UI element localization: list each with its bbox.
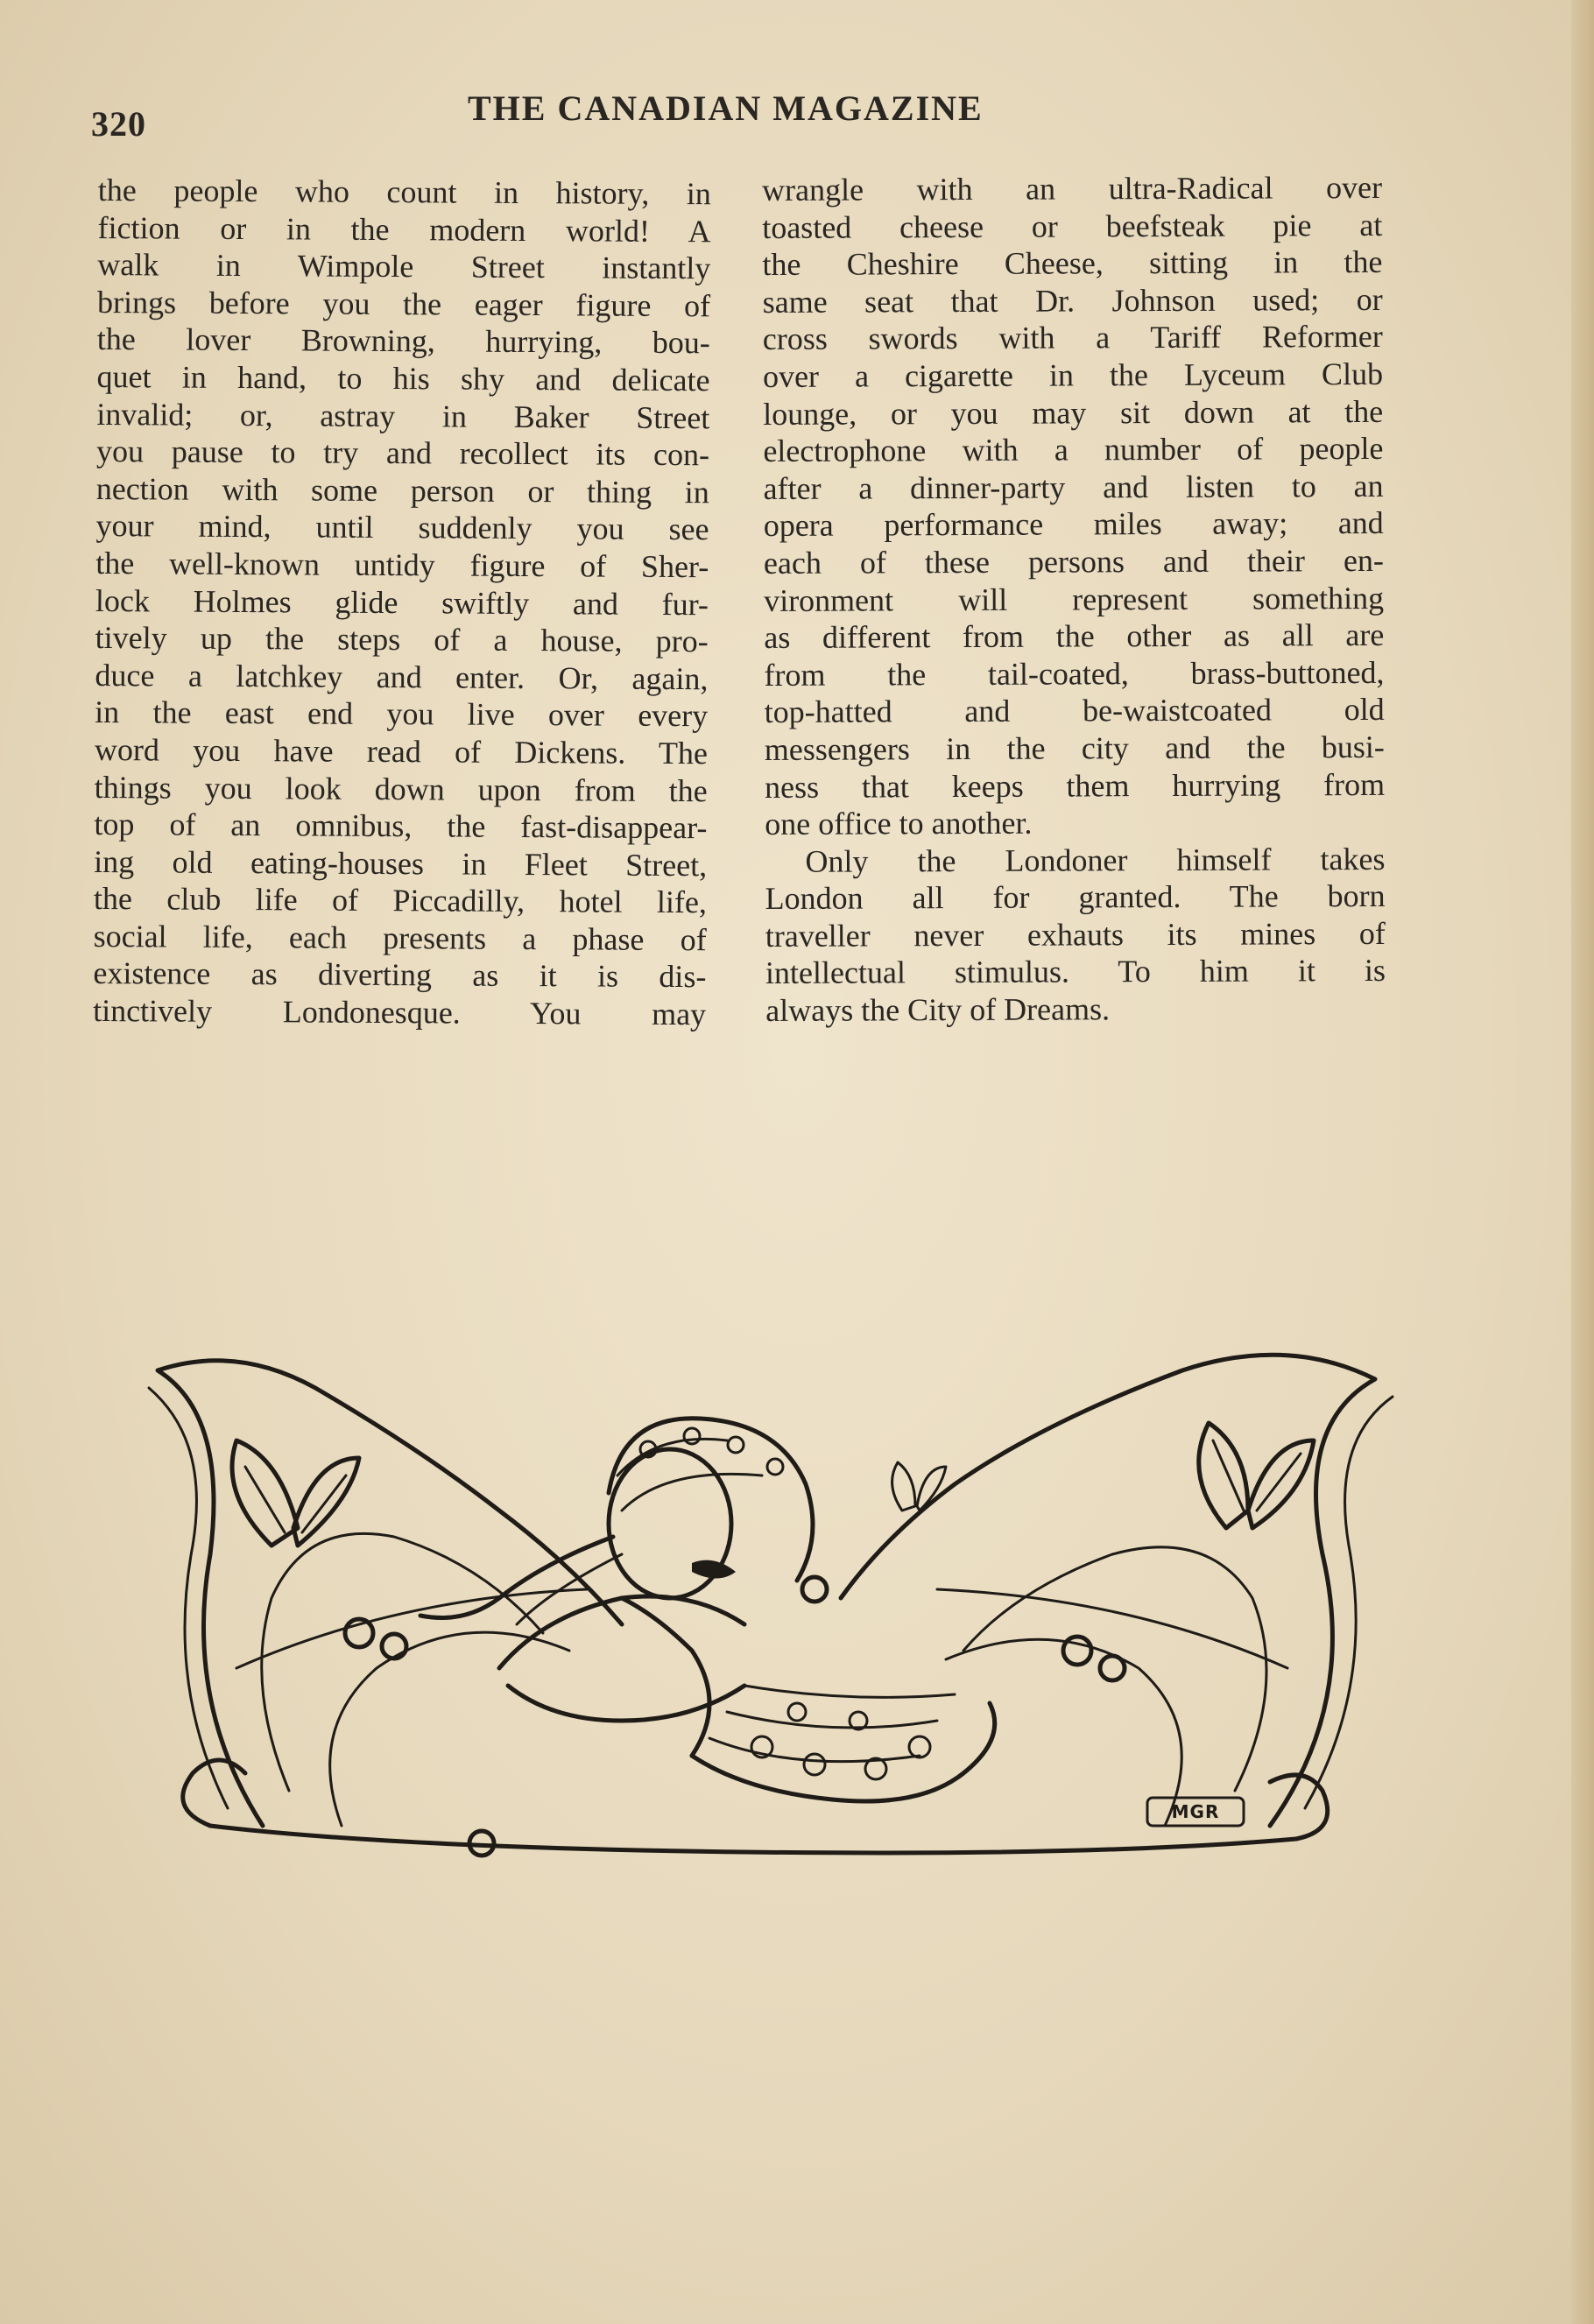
text-line: you pause to try and recollect its con- <box>95 433 710 473</box>
text-line: in the east end you live over every <box>95 694 709 734</box>
page-header <box>91 84 1405 144</box>
text-line: the people who count in history, in <box>97 172 711 212</box>
text-line: London all for granted. The born <box>765 878 1386 917</box>
flower <box>382 1634 406 1658</box>
paragraph-final <box>765 841 1386 1030</box>
text-line: messengers in the city and the busi- <box>764 729 1385 767</box>
text-line: always the City of Dreams. <box>765 991 1111 1029</box>
text-line: over a cigarette in the Lyceum Club <box>762 356 1384 394</box>
text-line: social life, each presents a phase of <box>93 918 707 958</box>
text-line: wrangle with an ultra-Radical over <box>762 169 1383 208</box>
text-line: traveller never exhauts its mines of <box>765 915 1386 954</box>
text-line: tively up the steps of a house, pro- <box>95 620 709 659</box>
base-bar <box>210 1826 1296 1853</box>
text-line: from the tail-coated, brass-buttoned, <box>764 654 1385 693</box>
text-line: the well-known untidy figure of Sher- <box>95 545 709 585</box>
text-line: ing old eating-houses in Fleet Street, <box>94 843 708 883</box>
text-line: electrophone with a number of people <box>763 431 1384 469</box>
butterfly-right <box>1199 1423 1314 1528</box>
text-line: the club life of Piccadilly, hotel life, <box>93 881 708 920</box>
text-line: each of these persons and their en- <box>763 542 1385 581</box>
text-line: the Cheshire Cheese, sitting in the <box>762 244 1383 283</box>
text-line: as different from the other as all are <box>764 617 1385 656</box>
text-line: Only the Londoner himself takes <box>805 841 1386 879</box>
page-edge <box>1571 0 1594 2324</box>
flower <box>1100 1656 1125 1680</box>
text-line: invalid; or, astray in Baker Street <box>96 396 710 435</box>
text-line: top of an omnibus, the fast-disappear- <box>94 806 708 846</box>
text-line: the lover Browning, hurrying, bou- <box>96 321 710 361</box>
text-line: ness that keeps them hurrying from <box>764 766 1386 805</box>
figure-gown <box>692 1703 995 1801</box>
text-line: nection with some person or thing in <box>95 470 709 511</box>
text-line: things you look down upon from the <box>94 769 708 808</box>
text-line: your mind, until suddenly you see <box>95 508 709 547</box>
text-line: cross swords with a Tariff Reformer <box>762 319 1383 357</box>
text-line: toasted cheese or beefsteak pie at <box>762 207 1383 245</box>
text-line: tinctively Londonesque. You may <box>93 993 707 1032</box>
paragraph-continued <box>762 169 1385 843</box>
artist-signature: MGR <box>1171 1801 1220 1822</box>
right-wing-loop <box>841 1355 1375 1826</box>
page-number: 320 <box>91 104 146 144</box>
running-head: THE CANADIAN MAGAZINE <box>468 88 984 128</box>
text-line: existence as diverting as it is dis- <box>93 955 707 995</box>
tailpiece-illustration <box>131 1335 1401 1896</box>
left-wing-loop <box>158 1361 622 1826</box>
text-line: vironment will represent something <box>764 580 1385 618</box>
text-line: brings before you the eager figure of <box>96 284 711 324</box>
text-line: opera performance miles away; and <box>763 505 1384 544</box>
text-line: fiction or in the modern world! A <box>97 209 711 249</box>
text-line: quet in hand, to his shy and delicate <box>96 358 710 398</box>
flower <box>1063 1637 1091 1665</box>
text-line: word you have read of Dickens. The <box>94 731 709 771</box>
text-line: intellectual stimulus. To him it is <box>765 953 1386 991</box>
butterfly-left <box>232 1440 359 1546</box>
art-nouveau-tailpiece <box>131 1335 1401 1896</box>
flower <box>802 1577 827 1602</box>
text-line: same seat that Dr. Johnson used; or <box>762 281 1383 320</box>
text-line: after a dinner-party and listen to an <box>763 468 1384 506</box>
text-line: walk in Wimpole Street instantly <box>97 247 711 286</box>
text-line: lock Holmes glide swiftly and fur- <box>95 582 709 622</box>
text-line: top-hatted and be-waistcoated old <box>764 692 1385 730</box>
text-line: duce a latchkey and enter. Or, again, <box>95 657 709 696</box>
butterfly-center <box>892 1462 946 1511</box>
text-line: one office to another. <box>765 805 1033 842</box>
right-column <box>762 169 1386 1030</box>
text-line: lounge, or you may sit down at the <box>763 393 1384 432</box>
left-column <box>93 172 711 1033</box>
